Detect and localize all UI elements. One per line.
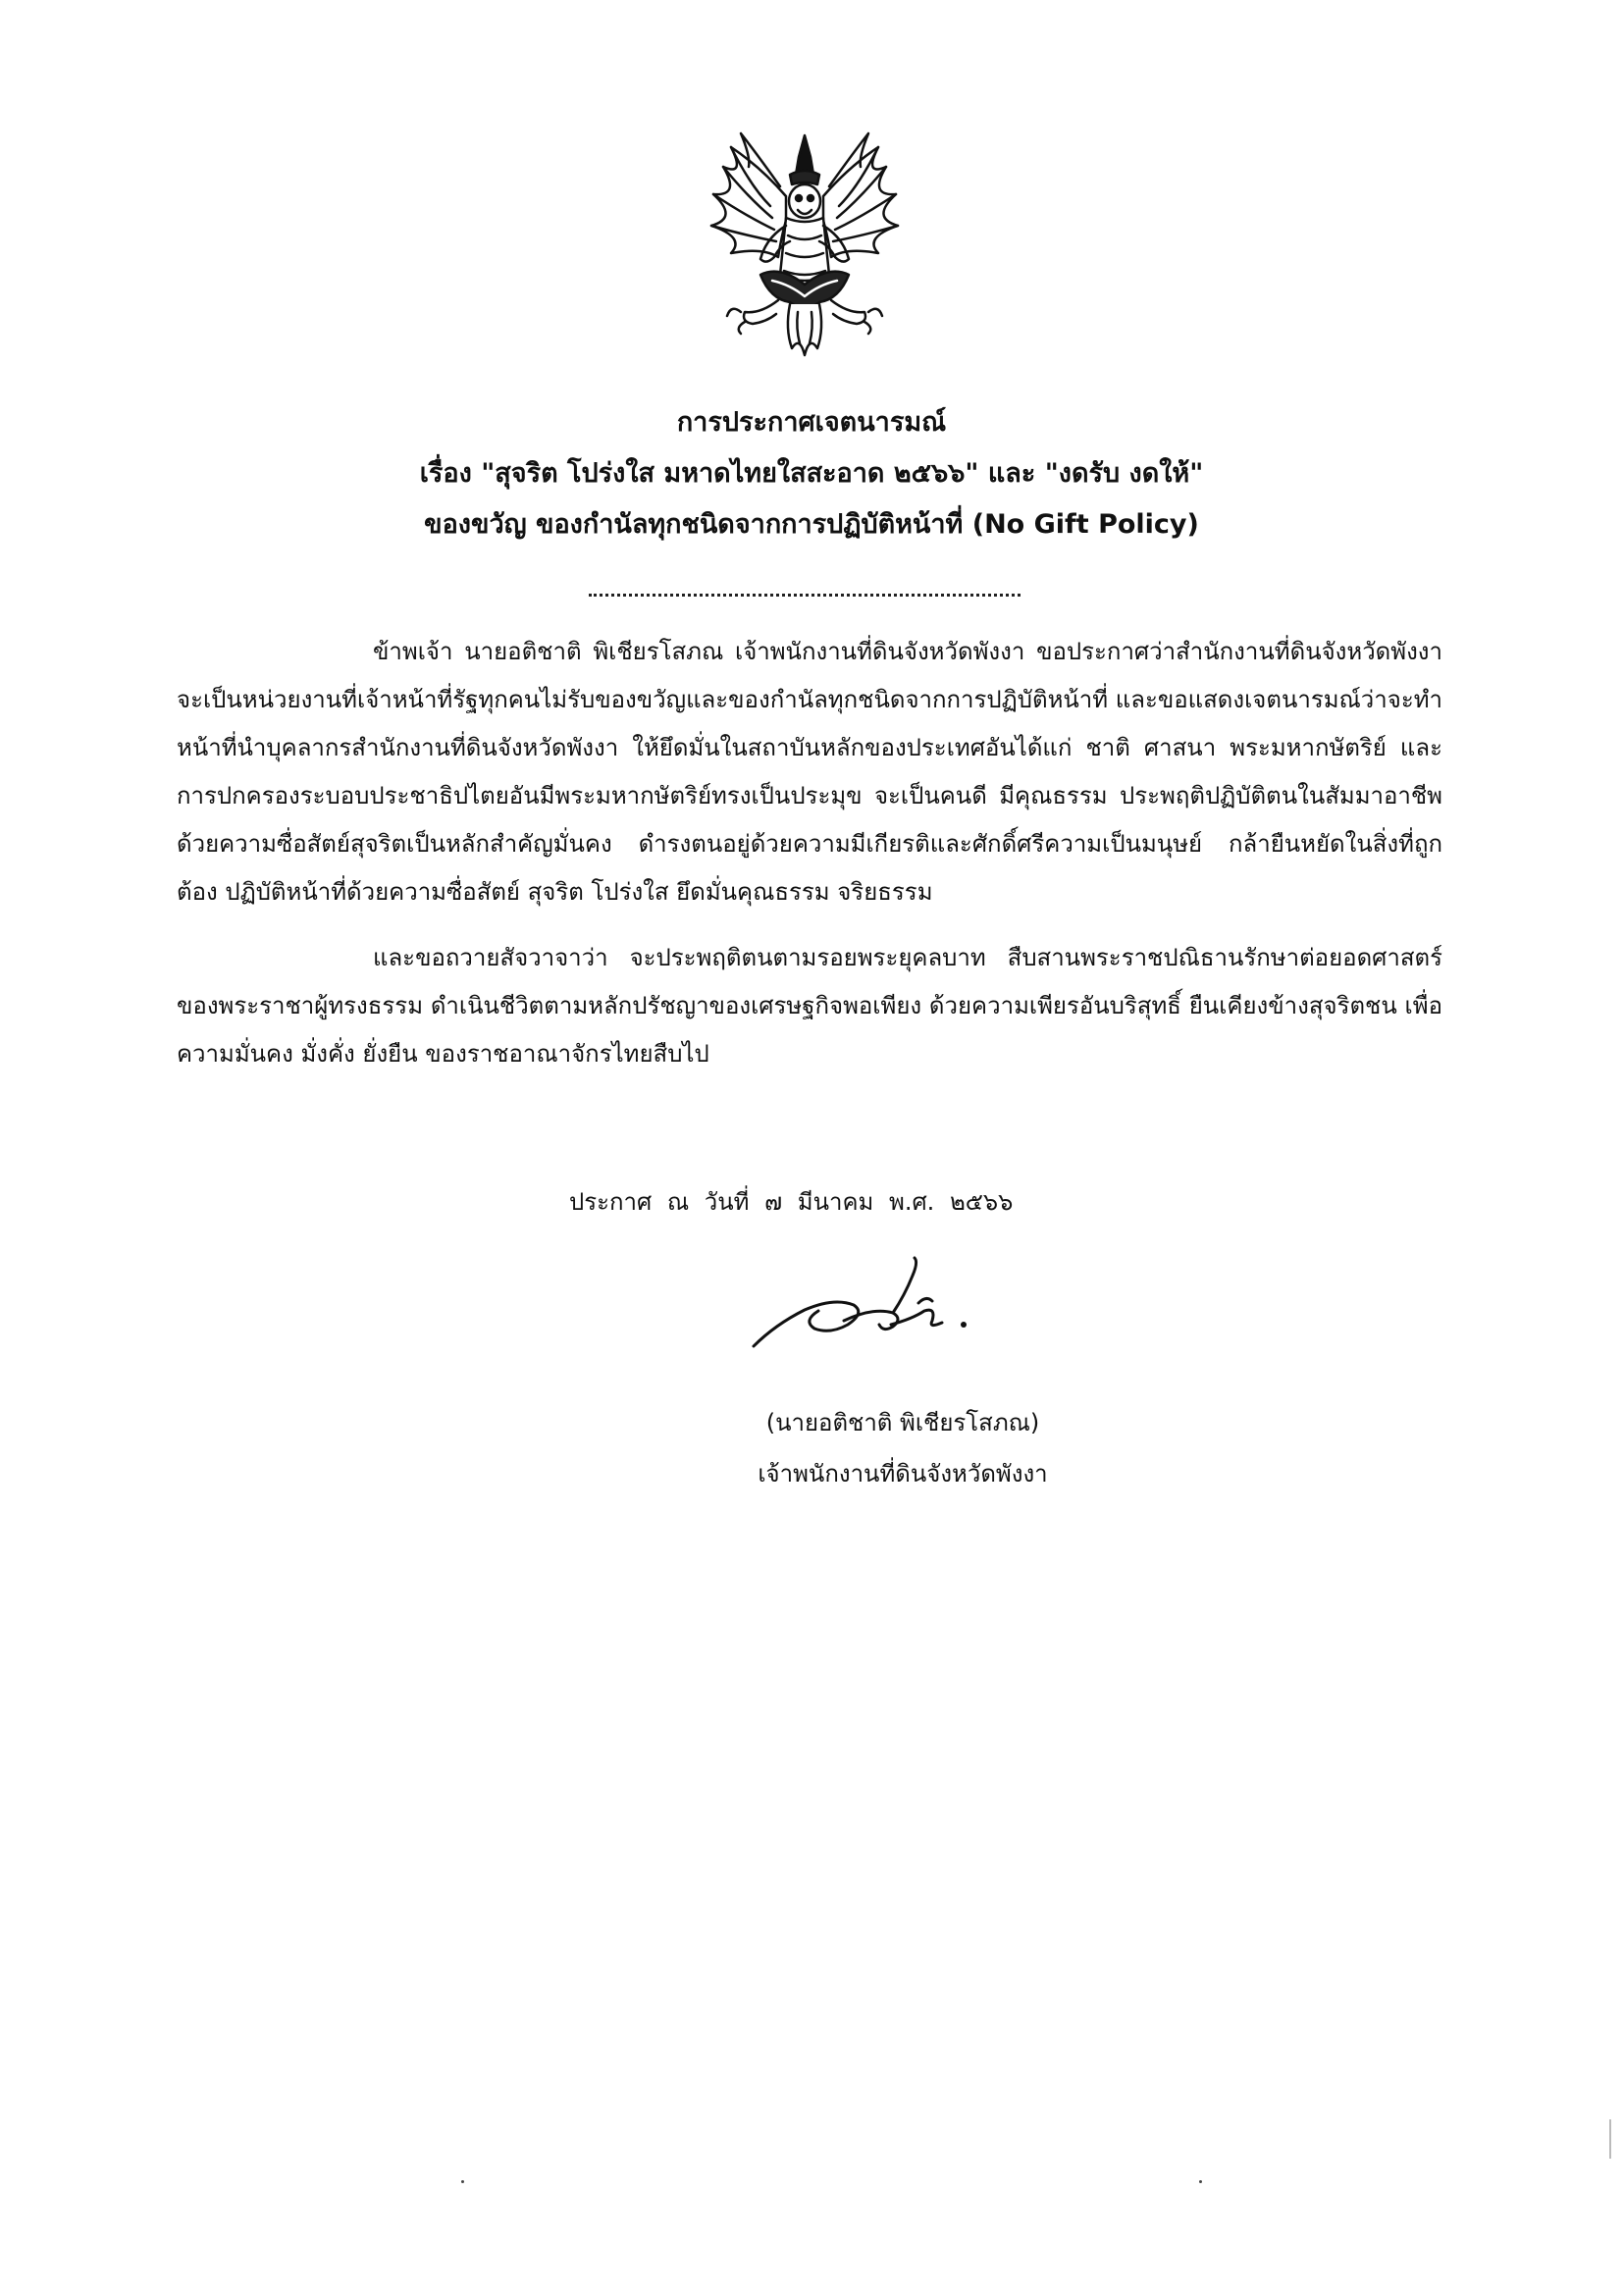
- handwritten-signature: [746, 1256, 1001, 1364]
- signer-position: เจ้าพนักงานที่ดินจังหวัดพังงา: [758, 1460, 1048, 1487]
- dotted-divider: [589, 594, 1021, 597]
- scan-speck: [1609, 2119, 1611, 2159]
- body-paragraph-2: และขอถวายสัจวาจาว่า จะประพฤติตนตามรอยพระยุคลบาท สืบสานพระราชปณิธานรักษาต่อยอดศาสตร์ของพระราชาผู้ทรงธรรม ดำเนินชีวิตตามหลักปรัชญาของเศรษฐกิจพอเพียง ด้วยความเพียรอันบริสุทธิ์ ยืนเคียงข้างสุจริตชน เพื่อความมั่นคง มั่งคั่ง ยั่งยืน ของราชอาณาจักรไทยสืบไป: [177, 944, 1442, 1068]
- scan-speck: [461, 2180, 464, 2183]
- body-paragraph-1: ข้าพเจ้า นายอติชาติ พิเชียรโสภณ เจ้าพนักงานที่ดินจังหวัดพังงา ขอประกาศว่าสำนักงานที่ดินจังหวัดพังงา จะเป็นหน่วยงานที่เจ้าหน้าที่รัฐทุกคนไม่รับของขวัญและของกำนัลทุกชนิดจากการปฏิบัติหน้าที่ และขอแสดงเจตนารมณ์ว่าจะทำหน้าที่นำบุคลากรสำนักงานที่ดินจังหวัดพังงา ให้ยึดมั่นในสถาบันหลักของประเทศอันได้แก่ ชาติ ศาสนา พระมหากษัตริย์ และการปกครองระบอบประชาธิปไตยอันมีพระมหากษัตริย์ทรงเป็นประมุข จะเป็นคนดี มีคุณธรรม ประพฤติปฏิบัติตนในสัมมาอาชีพ ด้วยความซื่อสัตย์สุจริตเป็นหลักสำคัญมั่นคง ดำรงตนอยู่ด้วยความมีเกียรติและศักดิ์ศรีความเป็นมนุษย์ กล้ายืนหยัดในสิ่งที่ถูกต้อง ปฏิบัติหน้าที่ด้วยความซื่อสัตย์ สุจริต โปร่งใส ยึดมั่นคุณธรรม จริยธรรม: [177, 638, 1442, 906]
- title-subject-continued: ของขวัญ ของกำนัลทุกชนิดจากการปฏิบัติหน้าที่ (No Gift Policy): [424, 509, 1199, 540]
- announcement-title: [245, 397, 1378, 550]
- title-heading: การประกาศเจตนารมณ์: [676, 407, 947, 438]
- garuda-emblem-icon: [702, 128, 908, 363]
- signer-name: (นายอติชาติ พิเชียรโสภณ): [765, 1409, 1040, 1436]
- scan-speck: [1199, 2180, 1202, 2183]
- announcement-date: ประกาศ ณ วันที่ ๗ มีนาคม พ.ศ. ๒๕๖๖: [569, 1188, 1014, 1216]
- announcement-body: [177, 628, 1442, 1096]
- title-subject: เรื่อง "สุจริต โปร่งใส มหาดไทยใสสะอาด ๒๕๖๖" และ "งดรับ งดให้": [419, 458, 1204, 489]
